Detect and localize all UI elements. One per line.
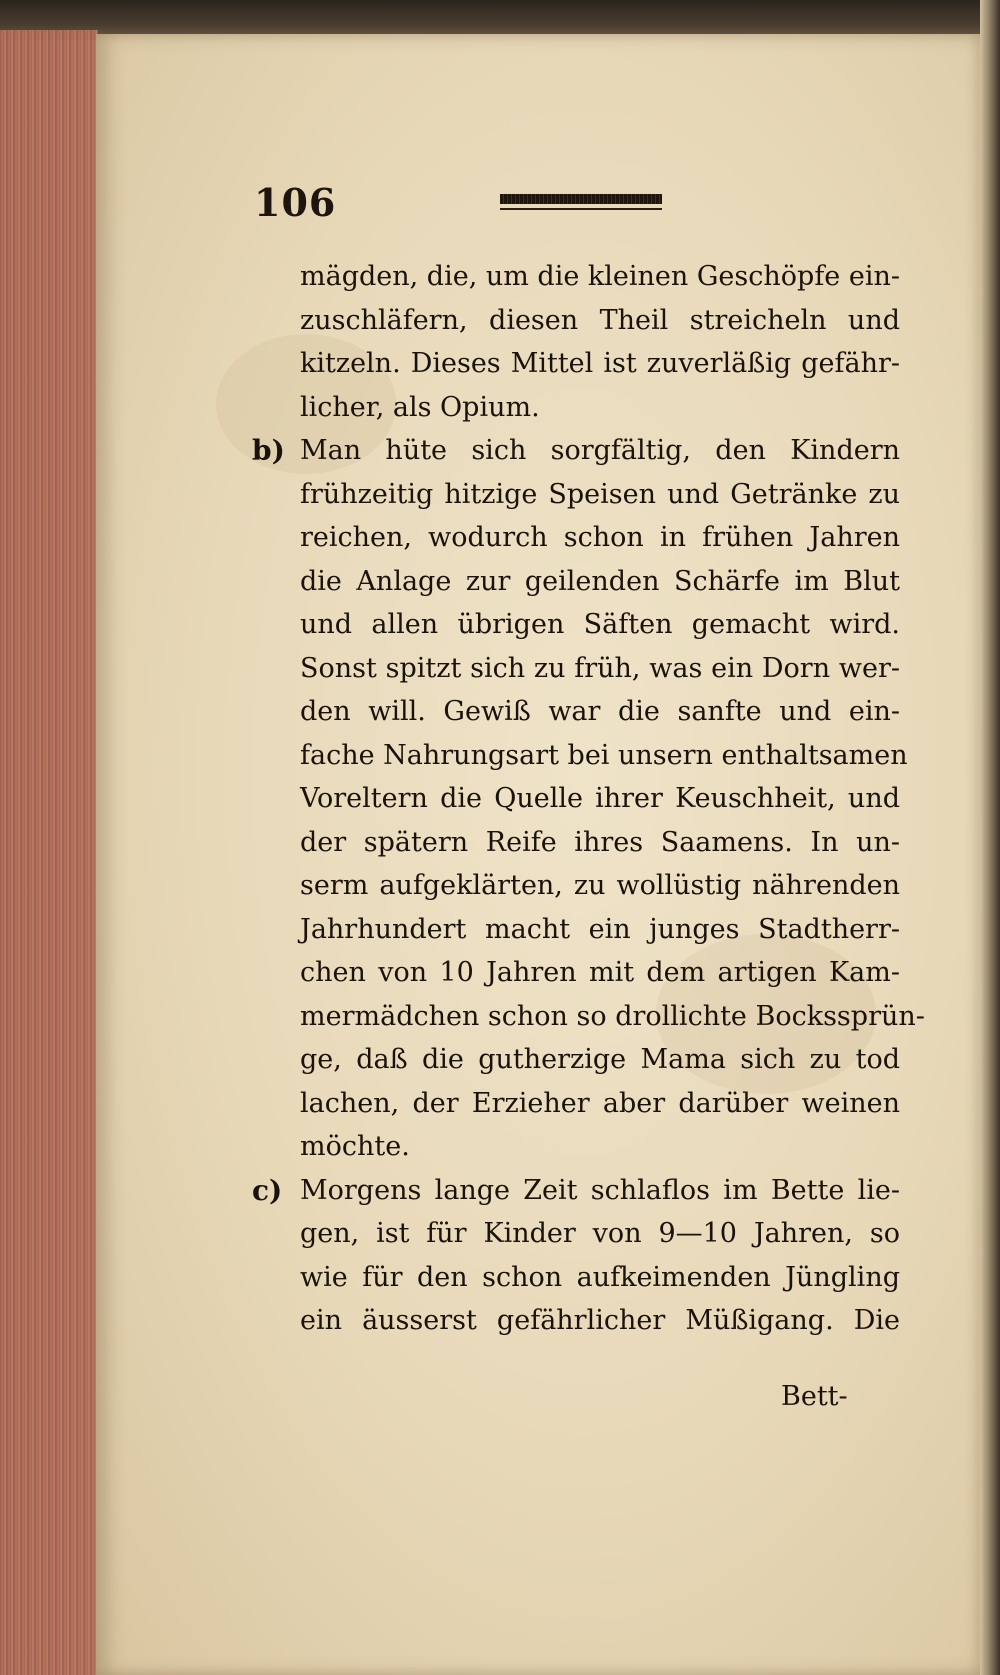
text-line: fache Nahrungsart bei unsern enthaltsamen [300,739,908,771]
text-line: Man hüte sich sorgfältig, den Kindern [300,435,900,466]
page-header [254,180,674,240]
text-line: zuschläfern, diesen Theil streicheln und [300,304,900,336]
body-text [252,255,925,1343]
text-line: ge, daß die gutherzige Mama sich zu tod [300,1044,900,1075]
page-edge-stack [0,30,98,1675]
text-line: Morgens lange Zeit schlaflos im Bette lie- [300,1174,900,1206]
text-line: gen, ist für Kinder von 9—10 Jahren, so [300,1218,900,1249]
gutter-shadow [980,0,1000,1675]
text-line: der spätern Reife ihres Saamens. In un- [300,826,900,858]
text-line: mermädchen schon so drollichte Bockssprün- [300,1000,925,1032]
catchword: Bett- [781,1381,848,1412]
text-line: ein äusserst gefährlicher Müßigang. Die [300,1305,900,1336]
text-line: reichen, wodurch schon in frühen Jahren [300,522,900,553]
text-line: chen von 10 Jahren mit dem artigen Kam- [300,957,900,988]
text-line: serm aufgeklärten, zu wollüstig nährenden [300,870,900,901]
list-item-c [252,1169,900,1213]
list-item-b [252,429,900,473]
text-line: licher, als Opium. [300,391,540,423]
text-line: mägden, die, um die kleinen Geschöpfe ein- [300,261,900,292]
list-marker-c: c) [252,1173,283,1207]
text-line: Sonst spitzt sich zu früh, was ein Dorn wer- [300,652,900,684]
text-line: lachen, der Erzieher aber darüber weinen [300,1087,900,1119]
text-line: den will. Gewiß war die sanfte und ein- [300,696,900,727]
text-line: kitzeln. Dieses Mittel ist zuverläßig gefähr- [300,348,900,379]
text-line: frühzeitig hitzige Speisen und Getränke zu [300,478,900,510]
text-line: und allen übrigen Säften gemacht wird. [300,609,900,640]
text-line: die Anlage zur geilenden Schärfe im Blut [300,565,900,597]
text-line: Voreltern die Quelle ihrer Keuschheit, und [300,783,900,814]
header-ornament-rule [500,194,662,204]
header-thin-rule [500,208,662,210]
text-line: wie für den schon aufkeimenden Jüngling [300,1261,900,1293]
text-line: Jahrhundert macht ein junges Stadtherr- [300,913,900,945]
text-line: möchte. [300,1131,410,1162]
page-number: 106 [254,180,337,225]
list-marker-b: b) [252,434,285,467]
